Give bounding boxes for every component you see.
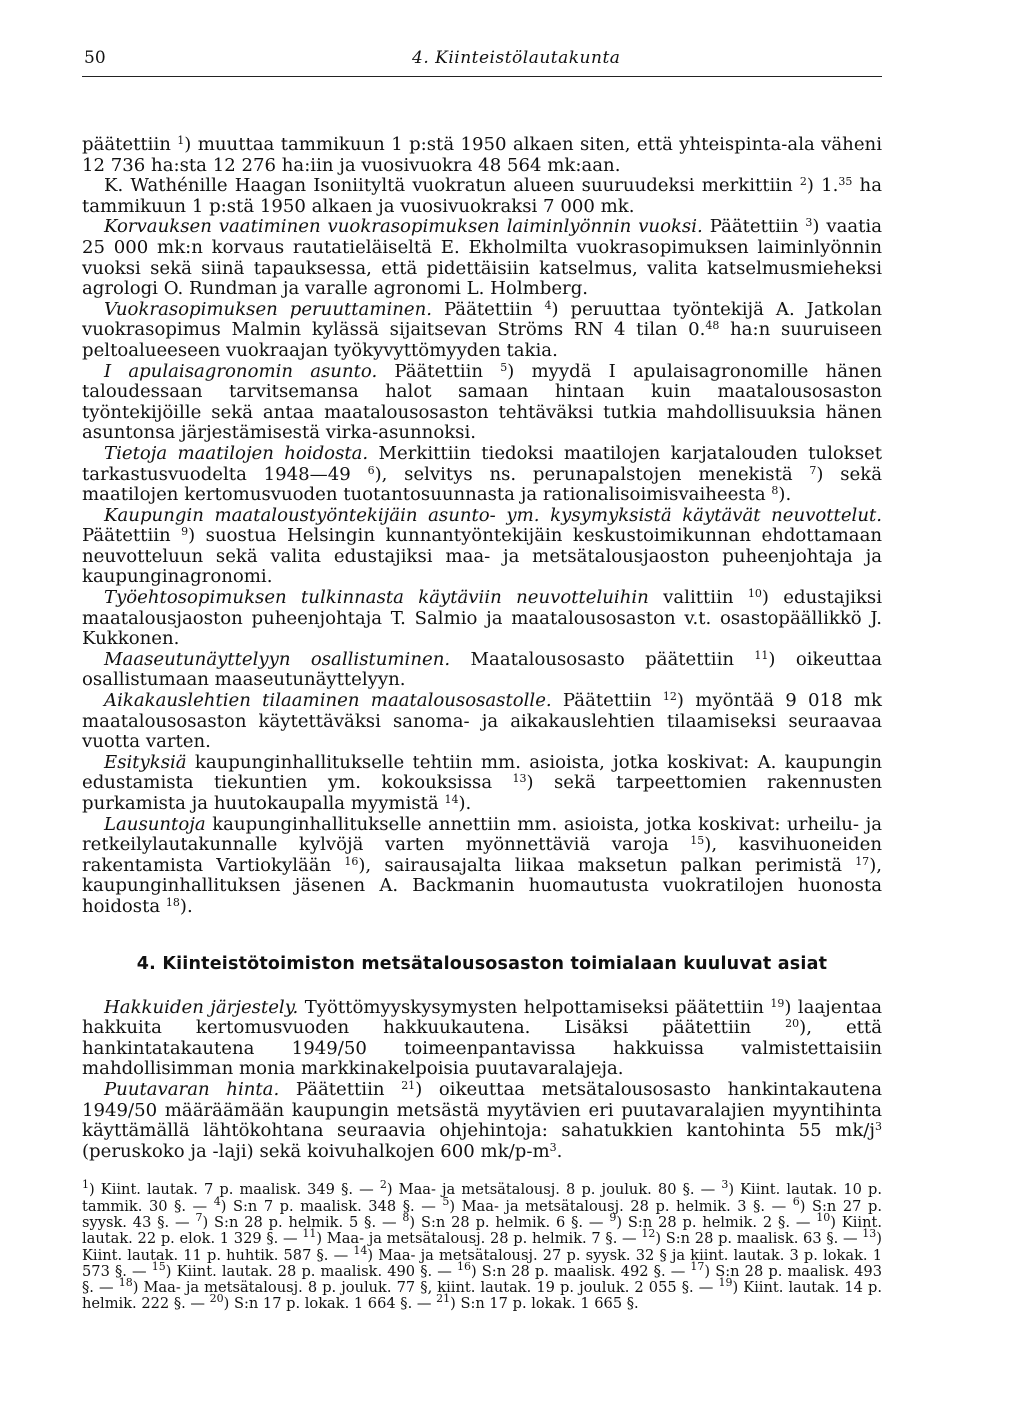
footnote-ref: 20 bbox=[785, 1017, 800, 1031]
paragraph-lead: Puutavaran hinta. bbox=[104, 1078, 280, 1100]
paragraph bbox=[82, 1080, 882, 1162]
footnote-ref: 10 bbox=[816, 1210, 831, 1224]
text-run: Päätettiin bbox=[702, 216, 806, 238]
footnote-ref: 21 bbox=[436, 1292, 451, 1306]
section-body bbox=[82, 998, 882, 1163]
footnote-ref: 19 bbox=[770, 996, 785, 1010]
text-run: Päätettiin bbox=[279, 1078, 402, 1100]
text-run: ) Kiint. lautak. 7 p. maalisk. 349 §. — bbox=[89, 1181, 380, 1199]
text-run: päätettiin bbox=[82, 134, 178, 155]
text-run: ) Maa- ja metsätalousj. 8 p. jouluk. 80 §. — bbox=[386, 1181, 722, 1199]
footnote-ref: 3 bbox=[805, 216, 813, 230]
footnote-ref: 12 bbox=[641, 1227, 656, 1241]
paragraph-lead: Työehtosopimuksen tulkinnasta käytäviin neuvotteluihin bbox=[104, 587, 649, 609]
footnote-ref: 3 bbox=[875, 1120, 882, 1134]
footnote-ref: 7 bbox=[809, 463, 817, 477]
footnote-ref: 15 bbox=[690, 834, 705, 848]
text-run: ) edustajiksi maatalousjaoston puheenjohtaja T. Salmio ja maatalousosaston v.t. osastopäällikkö J. Kukkonen. bbox=[82, 587, 883, 650]
page-number: 50 bbox=[84, 48, 106, 68]
paragraph-lead: Aikakauslehtien tilaaminen maatalousosastolle. bbox=[104, 690, 552, 712]
text-run: ) oikeuttaa osallistumaan maaseutunäyttelyyn. bbox=[82, 648, 883, 691]
text-run: ) S:n 28 p. maalisk. 493 §. — bbox=[82, 1262, 882, 1297]
text-run: ha:n suuruiseen peltoalueeseen vuokraajan työkyvyttömyyden takia. bbox=[82, 319, 882, 361]
footnote-ref: 8 bbox=[402, 1210, 410, 1224]
paragraph-lead: Hakkuiden järjestely. bbox=[104, 996, 299, 1018]
text-run: ), että hankintatakautena 1949/50 toimeenpantavissa hakkuissa valmistettaisiin mahdollisimman monia markkinakelpoisia puutavaralajeja. bbox=[82, 1017, 882, 1080]
footnote-ref: 9 bbox=[609, 1210, 617, 1224]
page-header bbox=[82, 42, 882, 77]
text-run: ) myydä I apulaisagronomille hänen taloudessaan tarvitsemansa halot samaan hintaan kuin maatalousosaston työntekijöille sekä antaa maatalousosaston tehtäväksi tutkia mahdollisuuksia hänen asuntonsa järjestämisestä virka-asunnoksi. bbox=[82, 360, 882, 444]
footnote-ref: 1 bbox=[177, 134, 185, 147]
text-run: ). bbox=[458, 793, 472, 814]
text-run: ) Maa- ja metsätalousj. 28 p. helmik. 3 §. — bbox=[449, 1197, 793, 1215]
text-run: ) S:n 17 p. lokak. 1 664 §. — bbox=[223, 1295, 437, 1313]
text-run: ) Kiint. lautak. 10 p. tammik. 30 §. — bbox=[82, 1181, 882, 1215]
footnote-ref: 5 bbox=[500, 360, 508, 374]
footnote-ref: 12 bbox=[662, 690, 677, 704]
text-run: (peruskoko ja -laji) sekä koivuhalkojen 600 mk/p-m bbox=[82, 1140, 550, 1162]
text-run: ) S:n 28 p. helmik. 2 §. — bbox=[616, 1213, 817, 1231]
paragraph-lead: I apulaisagronomin asunto. bbox=[104, 360, 378, 382]
footnote-ref: 18 bbox=[165, 895, 180, 909]
paragraph-lead: Tietoja maatilojen hoidosta. bbox=[104, 442, 369, 464]
footnote-ref: 19 bbox=[718, 1276, 733, 1290]
running-title: 4. Kiinteistölautakunta bbox=[412, 48, 621, 68]
text-run: valittiin bbox=[648, 587, 748, 609]
text-run: . bbox=[556, 1140, 563, 1162]
text-run: ) Kiint. lautak. 22 p. elok. 1 329 §. — bbox=[82, 1213, 882, 1248]
paragraph bbox=[82, 362, 882, 444]
paragraph bbox=[82, 588, 882, 650]
text-run: ) Maa- ja metsätalousj. 27 p. syysk. 32 § ja kiint. lautak. 3 p. lokak. 1 573 §. — bbox=[82, 1246, 882, 1280]
footnote-ref: 14 bbox=[353, 1243, 368, 1257]
text-run: ) S:n 7 p. maalisk. 348 §. — bbox=[220, 1197, 443, 1215]
text-run: Maatalousosasto päätettiin bbox=[450, 648, 755, 670]
text-run: ) sekä tarpeettomien rakennusten purkamista ja huutokaupalla myymistä bbox=[82, 772, 882, 814]
text-run: ). bbox=[778, 484, 792, 506]
paragraph bbox=[82, 176, 882, 217]
text-run: Päätettiin bbox=[377, 360, 501, 382]
footnote-ref: 13 bbox=[512, 772, 527, 786]
text-run: ), selvitys ns. perunapalstojen menekistä bbox=[374, 463, 810, 485]
footnote-ref: 5 bbox=[442, 1194, 450, 1208]
document-page bbox=[82, 42, 882, 1313]
text-run: ) 1. bbox=[806, 175, 839, 197]
footnote-ref: 48 bbox=[705, 319, 720, 333]
text-run: K. Wathénille Haagan Isoniityltä vuokratun alueen suuruudeksi merkittiin bbox=[104, 175, 800, 197]
text-run: ). bbox=[179, 895, 193, 917]
paragraph-lead: Kaupungin maataloustyöntekijäin asunto- ym. kysymyksistä käytävät neuvottelut. bbox=[104, 504, 882, 526]
text-run: ) S:n 28 p. maalisk. 63 §. — bbox=[655, 1230, 863, 1248]
paragraph-lead: Maaseutunäyttelyyn osallistuminen. bbox=[104, 648, 451, 670]
text-run: ) Maa- ja metsätalousj. 8 p. jouluk. 77 §, kiint. lautak. 19 p. jouluk. 2 055 §. — bbox=[132, 1279, 719, 1297]
footnote-ref: 14 bbox=[444, 793, 459, 806]
text-run: kaupunginhallitukselle annettiin mm. asioista, jotka koskivat: urheilu- ja retkeilylautakunnalle kylvöjä varten myönnettäviä varoja bbox=[82, 813, 882, 856]
footnote-ref: 3 bbox=[549, 1140, 557, 1154]
text-run: ha tammikuun 1 p:stä 1950 alkaen ja vuosivuokraksi 7 000 mk. bbox=[82, 175, 882, 217]
text-run: ) myöntää 9 018 mk maatalousosaston käytettäväksi sanoma- ja aikakauslehtien tilaamiseksi seuraavaa vuotta varten. bbox=[82, 690, 882, 753]
footnote-ref: 11 bbox=[302, 1227, 317, 1241]
paragraph bbox=[82, 217, 882, 299]
paragraph bbox=[82, 506, 882, 588]
footnote-ref: 6 bbox=[367, 463, 375, 477]
paragraph bbox=[82, 135, 882, 176]
footnote-ref: 8 bbox=[771, 484, 779, 498]
paragraph bbox=[82, 753, 882, 815]
section-heading: 4. Kiinteistötoimiston metsätalousosaston toimialaan kuuluvat asiat bbox=[136, 953, 828, 974]
footnote-ref: 11 bbox=[754, 648, 769, 662]
paragraph bbox=[82, 300, 882, 362]
footnote-ref: 4 bbox=[544, 298, 552, 312]
footnote-ref: 18 bbox=[118, 1276, 133, 1290]
text-run: ) S:n 28 p. helmik. 5 §. — bbox=[202, 1213, 403, 1231]
text-run: ) Maa- ja metsätalousj. 28 p. helmik. 7 §. — bbox=[316, 1230, 642, 1248]
text-run: ) Kiint. lautak. 11 p. huhtik. 587 §. — bbox=[82, 1230, 882, 1264]
footnote-ref: 16 bbox=[344, 854, 359, 868]
paragraph bbox=[82, 691, 882, 753]
paragraph-lead: Korvauksen vaatiminen vuokrasopimuksen laiminlyönnin vuoksi. bbox=[104, 216, 703, 238]
paragraph bbox=[82, 650, 882, 691]
footnote-ref: 9 bbox=[181, 525, 189, 539]
footnote-ref: 7 bbox=[195, 1210, 203, 1224]
text-run: ) S:n 27 p. syysk. 43 §. — bbox=[82, 1197, 882, 1231]
footnote-ref: 17 bbox=[855, 854, 870, 868]
paragraph-lead: Lausuntoja bbox=[104, 813, 206, 835]
footnote-ref: 17 bbox=[690, 1259, 705, 1273]
footnote-ref: 20 bbox=[209, 1292, 224, 1306]
footnote-ref: 1 bbox=[82, 1178, 89, 1192]
text-run: ) S:n 28 p. maalisk. 492 §. — bbox=[470, 1262, 691, 1280]
paragraph bbox=[82, 998, 882, 1080]
text-run: ) S:n 28 p. helmik. 6 §. — bbox=[409, 1213, 610, 1231]
text-run: ) sekä maatilojen kertomusvuoden tuotantosuunnasta ja rationalisoimisvaiheesta bbox=[82, 463, 882, 506]
text-run: Päätettiin bbox=[551, 690, 663, 712]
footnotes bbox=[82, 1178, 882, 1313]
footnote-ref: 35 bbox=[838, 175, 853, 189]
footnote-ref: 2 bbox=[379, 1178, 387, 1192]
paragraph-lead: Esityksiä bbox=[104, 751, 187, 773]
paragraph-lead: Vuokrasopimuksen peruuttaminen. bbox=[104, 298, 433, 320]
footnote-ref: 10 bbox=[747, 587, 762, 601]
text-run: ), kaupunginhallituksen jäsenen A. Backmanin huomautusta vuokratilojen huonosta hoidosta bbox=[82, 854, 882, 917]
text-run: ) S:n 17 p. lokak. 1 665 §. bbox=[450, 1295, 639, 1313]
text-run: kaupunginhallitukselle tehtiin mm. asioista, jotka koskivat: A. kaupungin edustamista tiekuntien ym. kokouksissa bbox=[82, 751, 882, 794]
footnote-ref: 15 bbox=[151, 1259, 166, 1273]
text-run: ) Kiint. lautak. 14 p. helmik. 222 §. — bbox=[82, 1279, 882, 1313]
text-run: Päätettiin bbox=[82, 525, 182, 547]
footnote-ref: 4 bbox=[213, 1194, 221, 1208]
footnote-ref: 3 bbox=[721, 1178, 729, 1192]
text-run: ) suostua Helsingin kunnantyöntekijäin keskustoimikunnan ehdottamaan neuvotteluun sekä valita edustajiksi maa- ja metsätalousjaoston puheenjohtaja ja kaupunginagronomi. bbox=[82, 525, 883, 588]
text-run: ), sairausajalta liikaa maksetun palkan perimistä bbox=[358, 854, 856, 876]
footnote-ref: 16 bbox=[456, 1259, 471, 1273]
footnote-ref: 21 bbox=[401, 1078, 416, 1092]
text-run: ), kasvihuoneiden rakentamista Vartiokylään bbox=[82, 834, 882, 876]
text-run: Merkittiin tiedoksi maatilojen karjatalouden tulokset tarkastusvuodelta 1948—49 bbox=[82, 442, 882, 485]
paragraph bbox=[82, 815, 882, 918]
paragraph bbox=[82, 444, 882, 506]
footnote-ref: 6 bbox=[792, 1194, 800, 1208]
text-run: Päätettiin bbox=[432, 298, 545, 320]
text-run: ) Kiint. lautak. 28 p. maalisk. 490 §. — bbox=[165, 1262, 457, 1280]
text-run: ) oikeuttaa metsätalousosasto hankintakautena 1949/50 määräämään kaupungin metsästä myytävien eri puutavaralajien myyntihinta käyttämällä lähtökohtana seuraavia ohjehintoja: sahatukkien kantohinta 55 mk/j bbox=[82, 1078, 883, 1142]
text-run: ) muuttaa tammikuun 1 p:stä 1950 alkaen siten, että yhteispinta-ala väheni 12 736 ha:sta 12 276 ha:iin ja vuosivuokra 48 564 mk:aan. bbox=[82, 134, 882, 176]
text-run: Työttömyyskysymysten helpottamiseksi päätettiin bbox=[298, 996, 771, 1018]
text-run: ) peruuttaa työntekijä A. Jatkolan vuokrasopimus Malmin kylässä sijaitsevan Ströms RN 4 tilan 0. bbox=[82, 298, 882, 341]
body-text bbox=[82, 135, 882, 918]
text-run: ) vaatia 25 000 mk:n korvaus rautatieläiseltä E. Ekholmilta vuokrasopimuksen laiminlyönnin vuoksi sekä siinä tapauksessa, että pidettäisiin katselmus, valita katselmusmieheksi agrologi O. Rundman ja varalle agronomi L. Holmberg. bbox=[82, 216, 883, 300]
footnote-ref: 2 bbox=[799, 175, 807, 189]
footnote-ref: 13 bbox=[862, 1227, 877, 1241]
text-run: ) laajentaa hakkuita kertomusvuoden hakkuukautena. Lisäksi päätettiin bbox=[82, 996, 882, 1039]
